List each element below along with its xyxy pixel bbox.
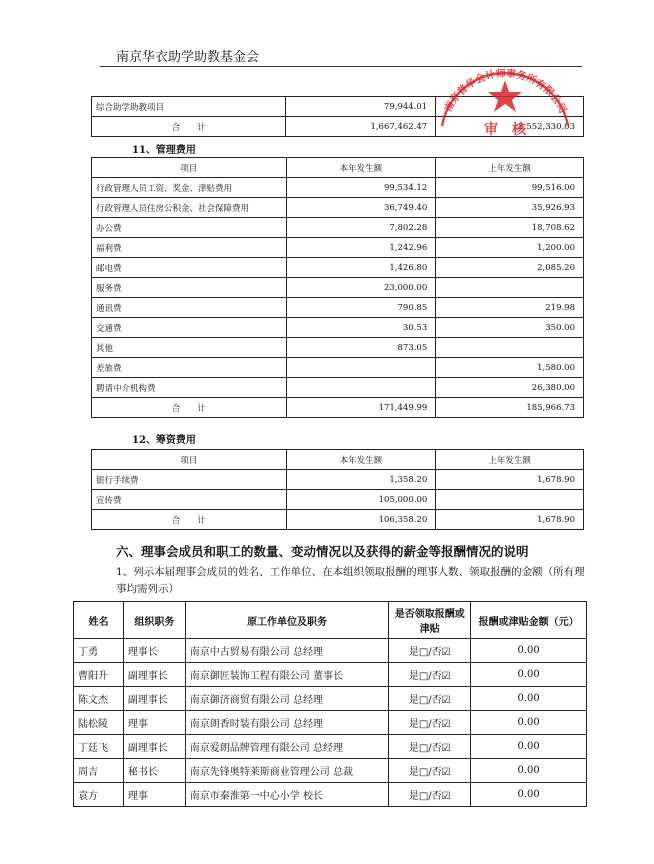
member-amount: 0.00 [471, 663, 587, 687]
member-paid: 是□/否☑ [389, 663, 471, 687]
member-role: 副理事长 [123, 663, 185, 687]
table-row [92, 218, 584, 238]
prev-value [436, 278, 584, 298]
member-unit: 南京先锋奥特莱斯商业管理公司 总裁 [185, 759, 389, 783]
cur-value: 1,426.80 [286, 258, 436, 278]
member-role: 理事 [123, 783, 185, 807]
table-row [74, 783, 587, 807]
member-role: 理事长 [123, 639, 185, 663]
prev-value: 1,678.90 [436, 470, 584, 490]
prev-value: 35,926.93 [436, 198, 584, 218]
member-role: 副理事长 [123, 735, 185, 759]
prev-value [436, 490, 584, 510]
col-name-header: 姓名 [74, 602, 124, 639]
mgmt-expense-table [91, 157, 584, 418]
member-paid: 是□/否☑ [389, 687, 471, 711]
section-six-paragraph: 1、列示本届理事会成员的姓名、工作单位、在本组织领取报酬的理事人数、领取报酬的金额（所有理事均需列示） [116, 566, 585, 595]
audit-seal-stamp [430, 40, 580, 140]
section-title-mgmt: 11、管理费用 [132, 145, 196, 156]
member-paid: 是□/否☑ [389, 639, 471, 663]
member-amount: 0.00 [471, 735, 587, 759]
cur-value: 36,749.40 [286, 198, 436, 218]
table-row [92, 490, 584, 510]
table-row [74, 711, 587, 735]
cur-value: 30.53 [286, 318, 436, 338]
cur-value: 1,242.96 [286, 238, 436, 258]
row-label: 合 计 [92, 510, 287, 530]
member-unit: 南京朗香时装有限公司 总经理 [185, 711, 389, 735]
cur-value: 105,000.00 [286, 490, 436, 510]
member-amount: 0.00 [471, 783, 587, 807]
member-unit: 南京爱朗品牌管理有限公司 总经理 [185, 735, 389, 759]
board-members-table [73, 601, 587, 807]
member-paid: 是□/否☑ [389, 735, 471, 759]
prev-value: 2,552,330.03 [436, 117, 584, 137]
table-row [74, 759, 587, 783]
cur-value: 7,802.28 [286, 218, 436, 238]
member-role: 副理事长 [123, 687, 185, 711]
table-row [92, 378, 584, 398]
cur-value: 106,358.20 [286, 510, 436, 530]
col-amount-header: 报酬或津贴金额（元） [471, 602, 587, 639]
row-label: 服务费 [92, 278, 287, 298]
row-label: 聘请中介机构费 [92, 378, 287, 398]
member-name: 陆松陵 [74, 711, 124, 735]
table-row [74, 735, 587, 759]
member-amount: 0.00 [471, 687, 587, 711]
table-header-row [92, 158, 584, 178]
table-row [92, 178, 584, 198]
col-prev-header: 上年发生额 [436, 450, 584, 470]
prev-value: 1,678.90 [436, 510, 584, 530]
member-paid: 是□/否☑ [389, 759, 471, 783]
cur-value: 873.05 [286, 338, 436, 358]
table-row [92, 470, 584, 490]
table-row [92, 398, 584, 418]
col-cur-header: 本年发生额 [286, 158, 436, 178]
row-label: 交通费 [92, 318, 287, 338]
row-label: 邮电费 [92, 258, 287, 278]
member-unit: 南京中古贸易有限公司 总经理 [185, 639, 389, 663]
col-role-header: 组织职务 [123, 602, 185, 639]
member-unit: 南京御济商贸有限公司 总经理 [185, 687, 389, 711]
prev-value: 185,966.73 [436, 398, 584, 418]
col-prev-header: 上年发生额 [436, 158, 584, 178]
svg-text:审 核: 审 核 [484, 122, 526, 138]
member-amount: 0.00 [471, 639, 587, 663]
table-row [92, 238, 584, 258]
member-name: 袁方 [74, 783, 124, 807]
table-row [92, 358, 584, 378]
col-item-header: 项目 [92, 158, 287, 178]
row-label: 其他 [92, 338, 287, 358]
row-label: 宣传费 [92, 490, 287, 510]
table-row [92, 298, 584, 318]
cur-value: 1,358.20 [286, 470, 436, 490]
prev-value: 350.00 [436, 318, 584, 338]
cur-value [286, 378, 436, 398]
member-amount: 0.00 [471, 759, 587, 783]
member-name: 曹阳升 [74, 663, 124, 687]
table-row [92, 338, 584, 358]
row-label: 办公费 [92, 218, 287, 238]
cur-value: 99,534.12 [286, 178, 436, 198]
member-name: 丁勇 [74, 639, 124, 663]
table-row [92, 318, 584, 338]
table-row [92, 278, 584, 298]
row-label: 行政管理人员住房公积金、社会保障费用 [92, 198, 287, 218]
member-paid: 是□/否☑ [389, 711, 471, 735]
prev-value: 1,580.00 [436, 358, 584, 378]
row-label: 差旅费 [92, 358, 287, 378]
member-role: 理事 [123, 711, 185, 735]
col-item-header: 项目 [92, 450, 287, 470]
member-name: 周吉 [74, 759, 124, 783]
member-name: 陈文杰 [74, 687, 124, 711]
row-label: 综合助学助教项目 [92, 97, 286, 117]
section-title-fund: 12、筹资费用 [132, 435, 196, 446]
row-label: 通讯费 [92, 298, 287, 318]
table-row [92, 510, 584, 530]
prev-value: 26,380.00 [436, 378, 584, 398]
row-label: 行政管理人员工资、奖金、津贴费用 [92, 178, 287, 198]
cur-value: 790.85 [286, 298, 436, 318]
cur-value: 23,000.00 [286, 278, 436, 298]
member-unit: 南京御匠装饰工程有限公司 董事长 [185, 663, 389, 687]
row-label: 福利费 [92, 238, 287, 258]
row-label: 合 计 [92, 398, 287, 418]
table-row [92, 198, 584, 218]
prev-value: 99,516.00 [436, 178, 584, 198]
col-cur-header: 本年发生额 [286, 450, 436, 470]
member-amount: 0.00 [471, 711, 587, 735]
table-row [74, 639, 587, 663]
prev-value [436, 338, 584, 358]
col-unit-header: 原工作单位及职务 [185, 602, 389, 639]
col-paid-header: 是否领取报酬或津贴 [389, 602, 471, 639]
member-paid: 是□/否☑ [389, 783, 471, 807]
table-row [92, 258, 584, 278]
table-header-row [74, 602, 587, 639]
document-header: 南京华衣助学助教基金会 [116, 50, 260, 65]
prev-value: 1,200.00 [436, 238, 584, 258]
table-header-row [92, 450, 584, 470]
cur-value: 79,944.01 [286, 97, 436, 117]
member-unit: 南京市秦淮第一中心小学 校长 [185, 783, 389, 807]
table-row [74, 663, 587, 687]
prev-value: 2,085.20 [436, 258, 584, 278]
member-name: 丁廷飞 [74, 735, 124, 759]
cur-value: 171,449.99 [286, 398, 436, 418]
prev-value: 18,708.62 [436, 218, 584, 238]
fund-expense-table [91, 449, 584, 530]
member-role: 秘书长 [123, 759, 185, 783]
cur-value [286, 358, 436, 378]
prev-value: 219.98 [436, 298, 584, 318]
cur-value: 1,667,462.47 [286, 117, 436, 137]
svg-text:南京普华会计师事务所有限公司: 南京普华会计师事务所有限公司 [442, 68, 568, 116]
row-label: 合 计 [92, 117, 286, 137]
section-six-title: 六、理事会成员和职工的数量、变动情况以及获得的薪金等报酬情况的说明 [116, 544, 529, 559]
row-label: 银行手续费 [92, 470, 287, 490]
table-row [74, 687, 587, 711]
